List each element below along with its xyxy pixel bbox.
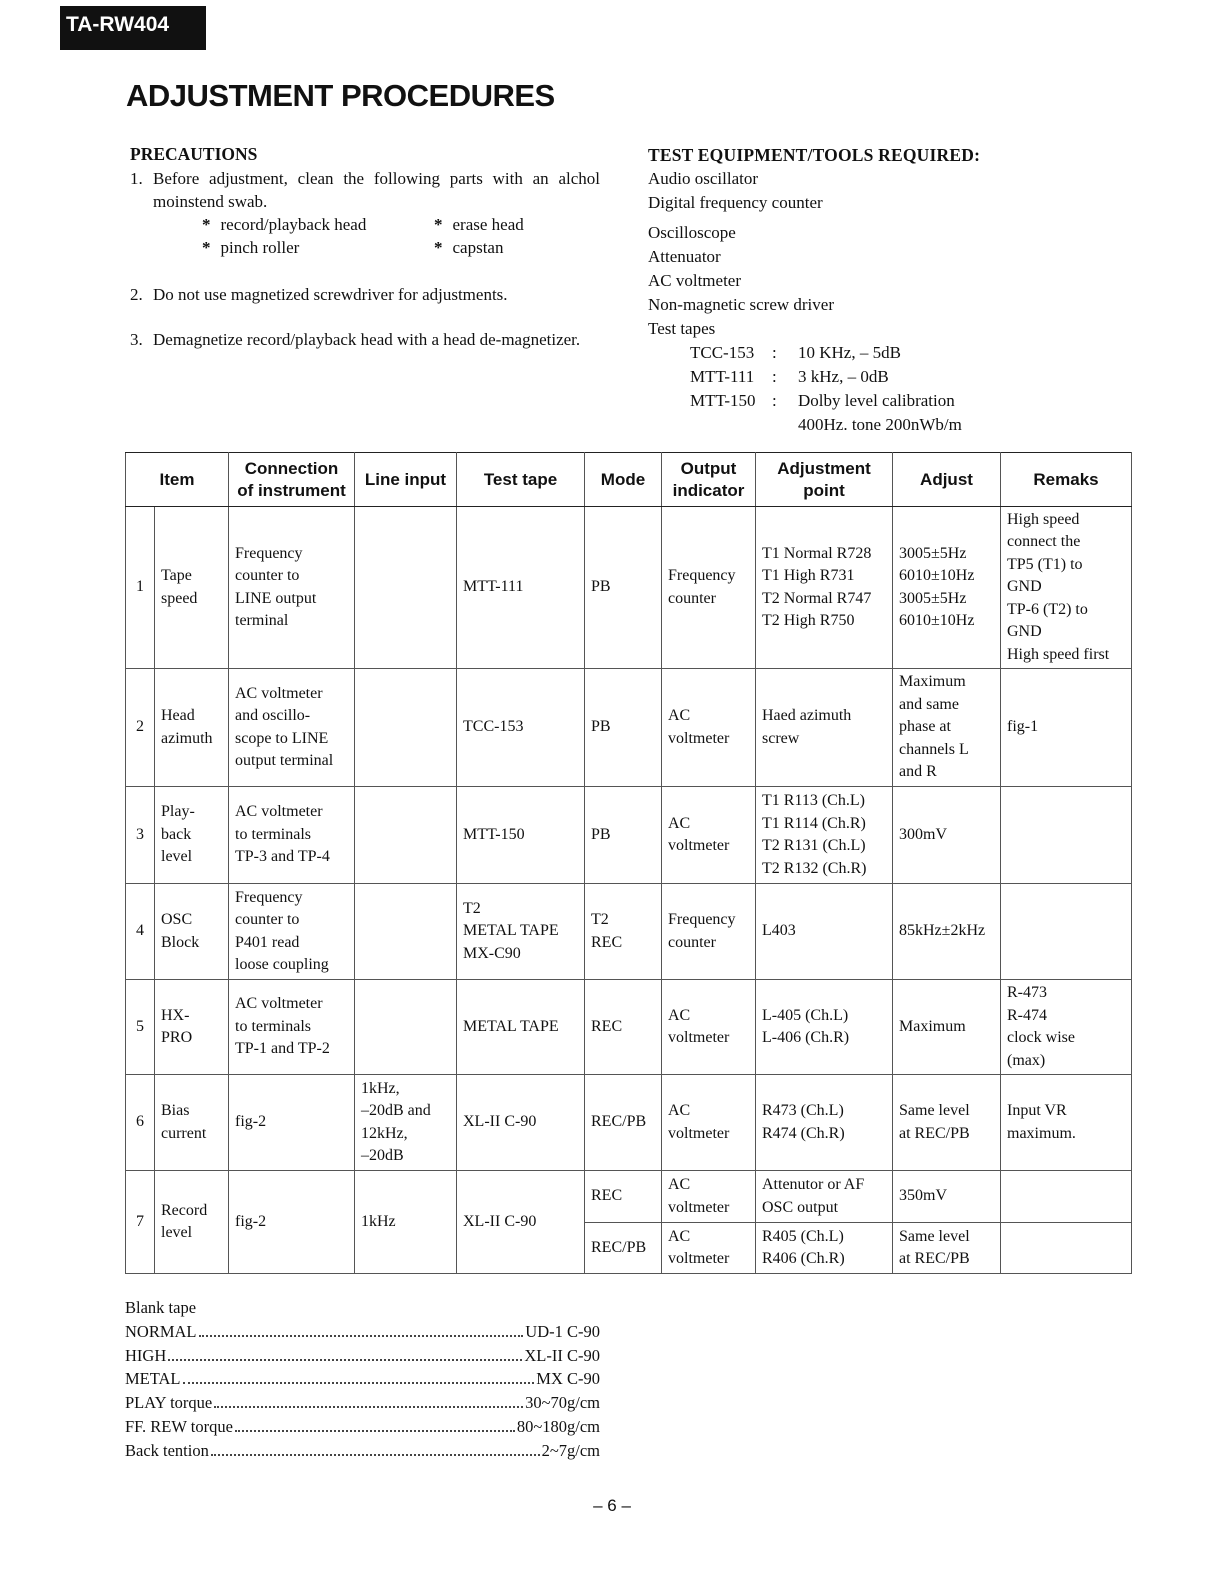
test-equipment-section (648, 143, 1028, 437)
row-number: 7 (126, 1171, 155, 1274)
connection-cell: fig-2 (229, 1171, 355, 1274)
page-title: ADJUSTMENT PROCEDURES (126, 78, 555, 113)
header-remarks: Remaks (1001, 453, 1132, 507)
spec-row (125, 1391, 600, 1415)
row-number: 4 (126, 884, 155, 980)
spec-label: Back tention (125, 1440, 209, 1460)
item-cell: OSC Block (155, 884, 229, 980)
output-cell: Frequency counter (662, 884, 756, 980)
parts-list (130, 213, 600, 259)
mode-cell: PB (585, 507, 662, 669)
table-row (126, 1171, 1132, 1223)
test-tape-cell: XL-II C-90 (457, 1075, 585, 1171)
part-item: * pinch roller (202, 236, 434, 259)
connection-cell: Frequency counter to P401 read loose coupling (229, 884, 355, 980)
mode-cell: PB (585, 787, 662, 884)
remarks-cell: R-473 R-474 clock wise (max) (1001, 980, 1132, 1075)
output-cell: AC voltmeter (662, 669, 756, 787)
precaution-item (130, 167, 600, 213)
adjustment-point-cell: Attenutor or AF OSC output (756, 1171, 893, 1223)
header-output-indicator: Output indicator (662, 453, 756, 507)
header-line-input: Line input (355, 453, 457, 507)
equipment-heading: TEST EQUIPMENT/TOOLS REQUIRED: (648, 145, 981, 165)
test-tape-row (648, 389, 1028, 413)
adjust-cell: 85kHz±2kHz (893, 884, 1001, 980)
output-cell: AC voltmeter (662, 787, 756, 884)
spec-value: XL-II C-90 (524, 1345, 600, 1365)
spec-value: MX C-90 (536, 1369, 600, 1389)
equipment-item: Oscilloscope (648, 223, 736, 242)
mode-cell: REC/PB (585, 1075, 662, 1171)
blank-tape-heading: Blank tape (125, 1298, 197, 1317)
item-cell: Record level (155, 1171, 229, 1274)
spec-label: PLAY torque (125, 1393, 213, 1413)
test-tape-cell: T2 METAL TAPE MX-C90 (457, 884, 585, 980)
remarks-cell: fig-1 (1001, 669, 1132, 787)
spec-label: METAL (125, 1369, 181, 1389)
test-tape-name: TCC-153 (690, 343, 755, 362)
adjustment-table (125, 452, 1132, 1274)
remarks-cell: Input VR maximum. (1001, 1075, 1132, 1171)
test-tape-note: 400Hz. tone 200nWb/m (798, 415, 962, 434)
test-tape-cell: XL-II C-90 (457, 1171, 585, 1274)
spec-value: 2~7g/cm (541, 1440, 600, 1460)
mode-cell: REC/PB (585, 1223, 662, 1274)
model-tag: TA-RW404 (60, 6, 206, 50)
header-mode: Mode (585, 453, 662, 507)
connection-cell: fig-2 (229, 1075, 355, 1171)
test-tape-cell: MTT-111 (457, 507, 585, 669)
test-tape-row (648, 365, 1028, 389)
item-cell: Head azimuth (155, 669, 229, 787)
test-tape-note-row (648, 413, 1028, 437)
item-cell: Tape speed (155, 507, 229, 669)
spec-row (125, 1415, 600, 1439)
adjust-cell: Same level at REC/PB (893, 1223, 1001, 1274)
row-number: 6 (126, 1075, 155, 1171)
line-input-cell (355, 787, 457, 884)
precautions-section (130, 143, 600, 351)
remarks-cell (1001, 1171, 1132, 1223)
test-tape-row (648, 341, 1028, 365)
equipment-item: Audio oscillator (648, 169, 759, 188)
spec-row (125, 1320, 600, 1344)
table-header-row (126, 453, 1132, 507)
item-cell: Bias current (155, 1075, 229, 1171)
table-row (126, 884, 1132, 980)
precaution-text: Do not use magnetized screwdriver for adjustments. (153, 285, 508, 304)
mode-cell: REC (585, 1171, 662, 1223)
line-input-cell: 1kHz, –20dB and 12kHz, –20dB (355, 1075, 457, 1171)
adjust-cell: Maximum (893, 980, 1001, 1075)
header-item: Item (126, 453, 229, 507)
adjustment-point-cell: Haed azimuth screw (756, 669, 893, 787)
mode-cell: T2 REC (585, 884, 662, 980)
header-adjustment-point: Adjustment point (756, 453, 893, 507)
output-cell: Frequency counter (662, 507, 756, 669)
mode-cell: REC (585, 980, 662, 1075)
connection-cell: AC voltmeter to terminals TP-3 and TP-4 (229, 787, 355, 884)
line-input-cell (355, 884, 457, 980)
item-cell: HX- PRO (155, 980, 229, 1075)
adjust-cell: Maximum and same phase at channels L and R (893, 669, 1001, 787)
output-cell: AC voltmeter (662, 980, 756, 1075)
test-tape-separator: : (772, 367, 777, 386)
line-input-cell (355, 507, 457, 669)
row-number: 3 (126, 787, 155, 884)
adjustment-point-cell: L403 (756, 884, 893, 980)
precaution-item (130, 328, 600, 351)
adjust-cell: 3005±5Hz 6010±10Hz 3005±5Hz 6010±10Hz (893, 507, 1001, 669)
connection-cell: Frequency counter to LINE output terminal (229, 507, 355, 669)
test-tape-desc: 10 KHz, – 5dB (798, 343, 901, 362)
item-cell: Play- back level (155, 787, 229, 884)
blank-tape-section (125, 1296, 600, 1463)
test-tape-cell: TCC-153 (457, 669, 585, 787)
spec-row (125, 1439, 600, 1463)
test-tape-separator: : (772, 343, 777, 362)
adjustment-point-cell: R473 (Ch.L) R474 (Ch.R) (756, 1075, 893, 1171)
line-input-cell: 1kHz (355, 1171, 457, 1274)
test-tape-separator: : (772, 391, 777, 410)
remarks-cell (1001, 787, 1132, 884)
spec-value: 30~70g/cm (525, 1393, 600, 1413)
line-input-cell (355, 669, 457, 787)
spec-row (125, 1344, 600, 1368)
table-row (126, 787, 1132, 884)
equipment-item: Non-magnetic screw driver (648, 295, 834, 314)
test-tape-cell: METAL TAPE (457, 980, 585, 1075)
table-row (126, 507, 1132, 669)
output-cell: AC voltmeter (662, 1223, 756, 1274)
spec-label: HIGH (125, 1345, 167, 1365)
row-number: 2 (126, 669, 155, 787)
remarks-cell (1001, 884, 1132, 980)
adjustment-point-cell: T1 Normal R728 T1 High R731 T2 Normal R747 T2 High R750 (756, 507, 893, 669)
header-connection: Connection of instrument (229, 453, 355, 507)
connection-cell: AC voltmeter and oscillo- scope to LINE output terminal (229, 669, 355, 787)
remarks-cell: High speed connect the TP5 (T1) to GND TP-6 (T2) to GND High speed first (1001, 507, 1132, 669)
output-cell: AC voltmeter (662, 1171, 756, 1223)
precaution-text: Before adjustment, clean the following parts with an alchol moinstend swab. (153, 169, 600, 211)
test-tape-name: MTT-111 (690, 367, 755, 386)
adjust-cell: 300mV (893, 787, 1001, 884)
precaution-number: 1. (130, 169, 143, 188)
line-input-cell (355, 980, 457, 1075)
equipment-item: Digital frequency counter (648, 193, 823, 212)
adjustment-point-cell: T1 R113 (Ch.L) T1 R114 (Ch.R) T2 R131 (Ch.L) T2 R132 (Ch.R) (756, 787, 893, 884)
spec-value: UD-1 C-90 (525, 1321, 600, 1341)
mode-cell: PB (585, 669, 662, 787)
adjust-cell: Same level at REC/PB (893, 1075, 1001, 1171)
table-row (126, 669, 1132, 787)
equipment-item: Attenuator (648, 247, 721, 266)
connection-cell: AC voltmeter to terminals TP-1 and TP-2 (229, 980, 355, 1075)
spec-row (125, 1367, 600, 1391)
precaution-number: 3. (130, 330, 143, 349)
adjustment-point-cell: L-405 (Ch.L) L-406 (Ch.R) (756, 980, 893, 1075)
part-item: * erase head (434, 213, 634, 236)
table-row (126, 980, 1132, 1075)
test-tape-name: MTT-150 (690, 391, 756, 410)
test-tape-desc: Dolby level calibration (798, 391, 955, 410)
equipment-item: AC voltmeter (648, 271, 742, 290)
adjust-cell: 350mV (893, 1171, 1001, 1223)
part-item: * capstan (434, 236, 634, 259)
part-item: * record/playback head (202, 213, 434, 236)
row-number: 5 (126, 980, 155, 1075)
equipment-item: Test tapes (648, 319, 716, 338)
spec-label: FF. REW torque (125, 1416, 233, 1436)
spec-value: 80~180g/cm (516, 1416, 600, 1436)
header-adjust: Adjust (893, 453, 1001, 507)
adjustment-point-cell: R405 (Ch.L) R406 (Ch.R) (756, 1223, 893, 1274)
header-test-tape: Test tape (457, 453, 585, 507)
table-row (126, 1075, 1132, 1171)
row-number: 1 (126, 507, 155, 669)
spec-label: NORMAL (125, 1321, 197, 1341)
precaution-item (130, 283, 600, 306)
test-tape-desc: 3 kHz, – 0dB (798, 367, 889, 386)
page-number: – 6 – (593, 1496, 631, 1515)
test-tape-cell: MTT-150 (457, 787, 585, 884)
precautions-heading: PRECAUTIONS (130, 144, 258, 164)
precaution-number: 2. (130, 285, 143, 304)
output-cell: AC voltmeter (662, 1075, 756, 1171)
remarks-cell (1001, 1223, 1132, 1274)
precaution-text: Demagnetize record/playback head with a head de-magnetizer. (153, 330, 581, 349)
